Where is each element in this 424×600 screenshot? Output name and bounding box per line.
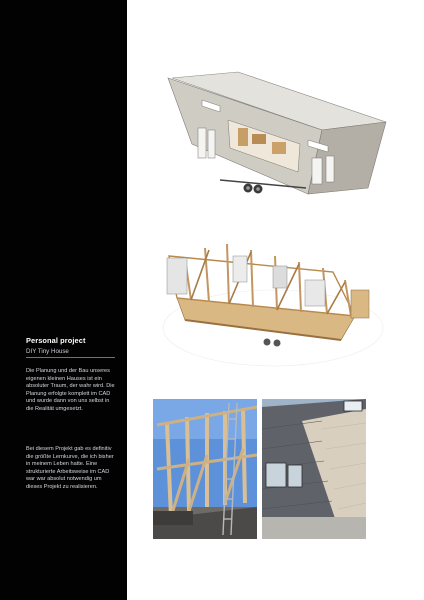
project-heading: Personal project bbox=[26, 336, 86, 345]
project-subheading: DIY Tiny House bbox=[26, 348, 69, 355]
divider bbox=[26, 357, 115, 358]
finished-facade-photo bbox=[262, 399, 366, 539]
tiny-house-frame-cad-render bbox=[155, 228, 390, 368]
timber-frame-construction-photo bbox=[153, 399, 257, 539]
description-paragraph-2: Bei diesem Projekt gab es definitiv die größte Lernkurve, die ich bisher in meinem Leben hatte. Eine strukturierte Arbeitsweise im CAD war war absolut notwendig um dieses Projekt zu realisieren. bbox=[26, 446, 114, 490]
sidebar-panel bbox=[0, 0, 127, 600]
description-paragraph-1: Die Planung und der Bau unseres eigenen kleinen Hauses ist ein absoluter Traum, der wahr wird. Die Planung erfolgte komplett im CAD und wurde dann von uns selbst in die Realität umgesetzt. bbox=[26, 368, 115, 412]
tiny-house-cad-render bbox=[150, 70, 390, 202]
